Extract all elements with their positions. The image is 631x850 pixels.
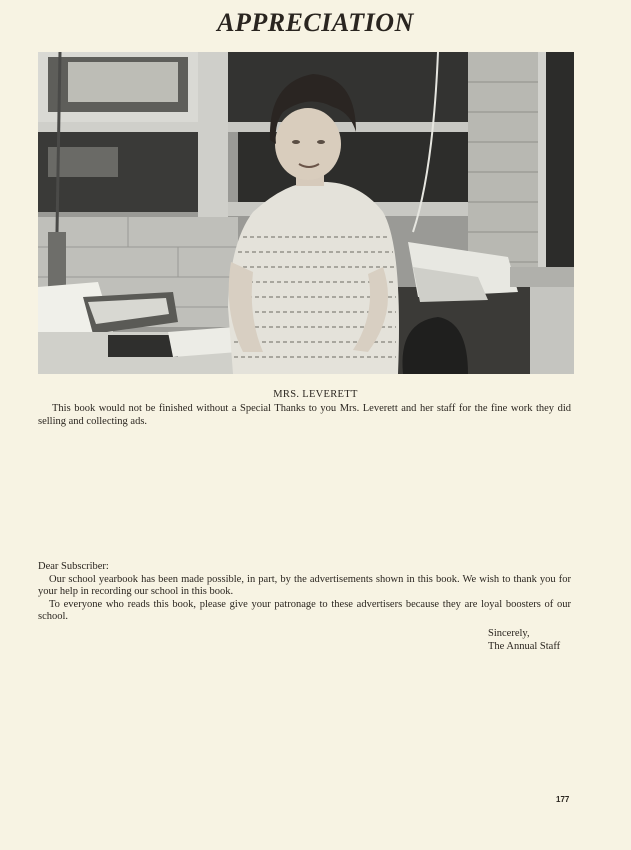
- closing-word: Sincerely,: [488, 628, 530, 639]
- signature: The Annual Staff: [488, 641, 561, 652]
- letter-salutation: Dear Subscriber:: [38, 561, 109, 572]
- page-number: 177: [556, 795, 570, 804]
- letter-paragraph-1: Our school yearbook has been made possible, in part, by the advertisements shown in this book. We wish to thank you for your help in recording our school in this book.: [38, 573, 571, 597]
- letter-closing: [488, 627, 560, 653]
- portrait-photo: [38, 52, 574, 374]
- thanks-paragraph: This book would not be finished without a Special Thanks to you Mrs. Leverett and her staff for the fine work they did selling and collecting ads.: [38, 403, 571, 427]
- letter-paragraph-2: To everyone who reads this book, please give your patronage to these advertisers because they are loyal boosters of our school.: [38, 598, 571, 622]
- page-title: APPRECIATION: [217, 8, 414, 37]
- photo-caption: MRS. LEVERETT: [273, 389, 358, 400]
- subscriber-letter: [38, 561, 571, 624]
